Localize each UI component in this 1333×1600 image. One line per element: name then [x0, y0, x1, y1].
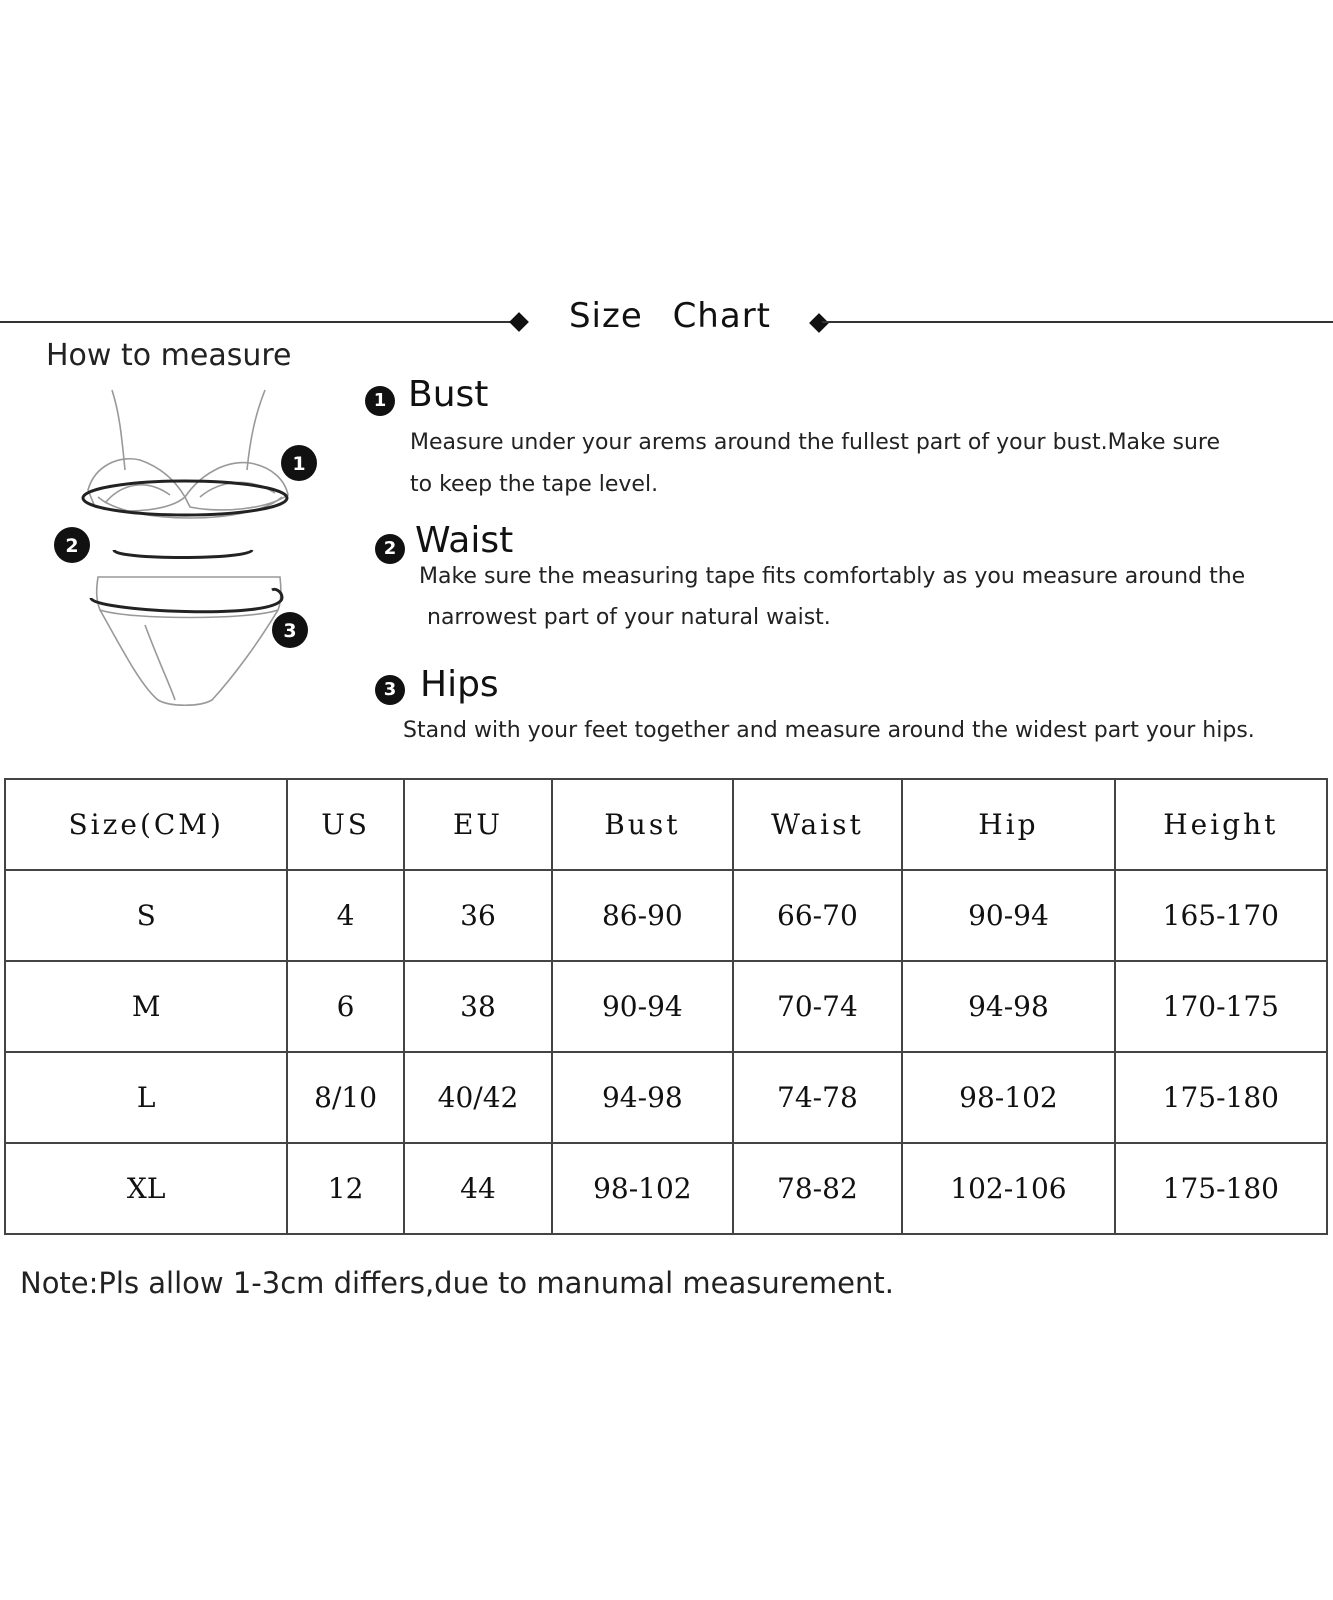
cell-size: M — [5, 961, 287, 1052]
cell-bust: 86-90 — [552, 870, 732, 961]
waist-number-icon: 2 — [375, 534, 405, 564]
cell-eu: 36 — [404, 870, 552, 961]
waist-text-line1: Make sure the measuring tape fits comfortably as you measure around the — [419, 564, 1246, 589]
hips-title: Hips — [420, 664, 499, 705]
title-rule-left — [0, 321, 510, 323]
cell-eu: 38 — [404, 961, 552, 1052]
cell-height: 175-180 — [1115, 1143, 1327, 1234]
bust-title: Bust — [408, 374, 489, 415]
cell-eu: 40/42 — [404, 1052, 552, 1143]
cell-height: 170-175 — [1115, 961, 1327, 1052]
cell-waist: 74-78 — [733, 1052, 903, 1143]
header-height: Height — [1115, 779, 1327, 870]
cell-hip: 98-102 — [902, 1052, 1114, 1143]
cell-bust: 90-94 — [552, 961, 732, 1052]
cell-bust: 94-98 — [552, 1052, 732, 1143]
marker-3-icon — [272, 612, 308, 648]
table-row — [5, 1143, 1327, 1234]
header-us: US — [287, 779, 403, 870]
bikini-diagram — [50, 385, 340, 725]
cell-hip: 102-106 — [902, 1143, 1114, 1234]
header-eu: EU — [404, 779, 552, 870]
hips-number-icon: 3 — [375, 675, 405, 705]
bust-text-line1: Measure under your arems around the fullest part of your bust.Make sure — [410, 430, 1221, 455]
size-table — [4, 778, 1328, 1235]
table-row — [5, 1052, 1327, 1143]
header-waist: Waist — [733, 779, 903, 870]
cell-bust: 98-102 — [552, 1143, 732, 1234]
marker-3-label: 3 — [283, 620, 297, 642]
cell-waist: 66-70 — [733, 870, 903, 961]
diamond-right-icon — [809, 313, 829, 333]
bust-number-icon: 1 — [365, 386, 395, 416]
title-rule-right — [822, 321, 1333, 323]
cell-eu: 44 — [404, 1143, 552, 1234]
cell-size: S — [5, 870, 287, 961]
marker-2-icon — [54, 527, 90, 563]
header-hip: Hip — [902, 779, 1114, 870]
table-row — [5, 961, 1327, 1052]
waist-title: Waist — [415, 520, 514, 561]
bust-text-line2: to keep the tape level. — [410, 472, 659, 497]
header-bust: Bust — [552, 779, 732, 870]
cell-waist: 70-74 — [733, 961, 903, 1052]
cell-us: 12 — [287, 1143, 403, 1234]
header-size: Size(CM) — [5, 779, 287, 870]
page-title: Size Chart — [568, 296, 772, 336]
cell-hip: 94-98 — [902, 961, 1114, 1052]
hips-text-line1: Stand with your feet together and measure around the widest part your hips. — [403, 718, 1255, 743]
measurement-note: Note:Pls allow 1-3cm differs,due to manumal measurement. — [20, 1266, 894, 1300]
cell-us: 4 — [287, 870, 403, 961]
cell-height: 165-170 — [1115, 870, 1327, 961]
table-header-row — [5, 779, 1327, 870]
cell-us: 6 — [287, 961, 403, 1052]
cell-hip: 90-94 — [902, 870, 1114, 961]
cell-size: XL — [5, 1143, 287, 1234]
cell-size: L — [5, 1052, 287, 1143]
marker-2-label: 2 — [65, 535, 79, 557]
table-row — [5, 870, 1327, 961]
marker-1-label: 1 — [292, 453, 306, 475]
waist-text-line2: narrowest part of your natural waist. — [427, 605, 831, 630]
cell-waist: 78-82 — [733, 1143, 903, 1234]
cell-us: 8/10 — [287, 1052, 403, 1143]
marker-1-icon — [281, 445, 317, 481]
how-to-measure-heading: How to measure — [46, 338, 292, 373]
cell-height: 175-180 — [1115, 1052, 1327, 1143]
diamond-left-icon — [509, 312, 529, 332]
